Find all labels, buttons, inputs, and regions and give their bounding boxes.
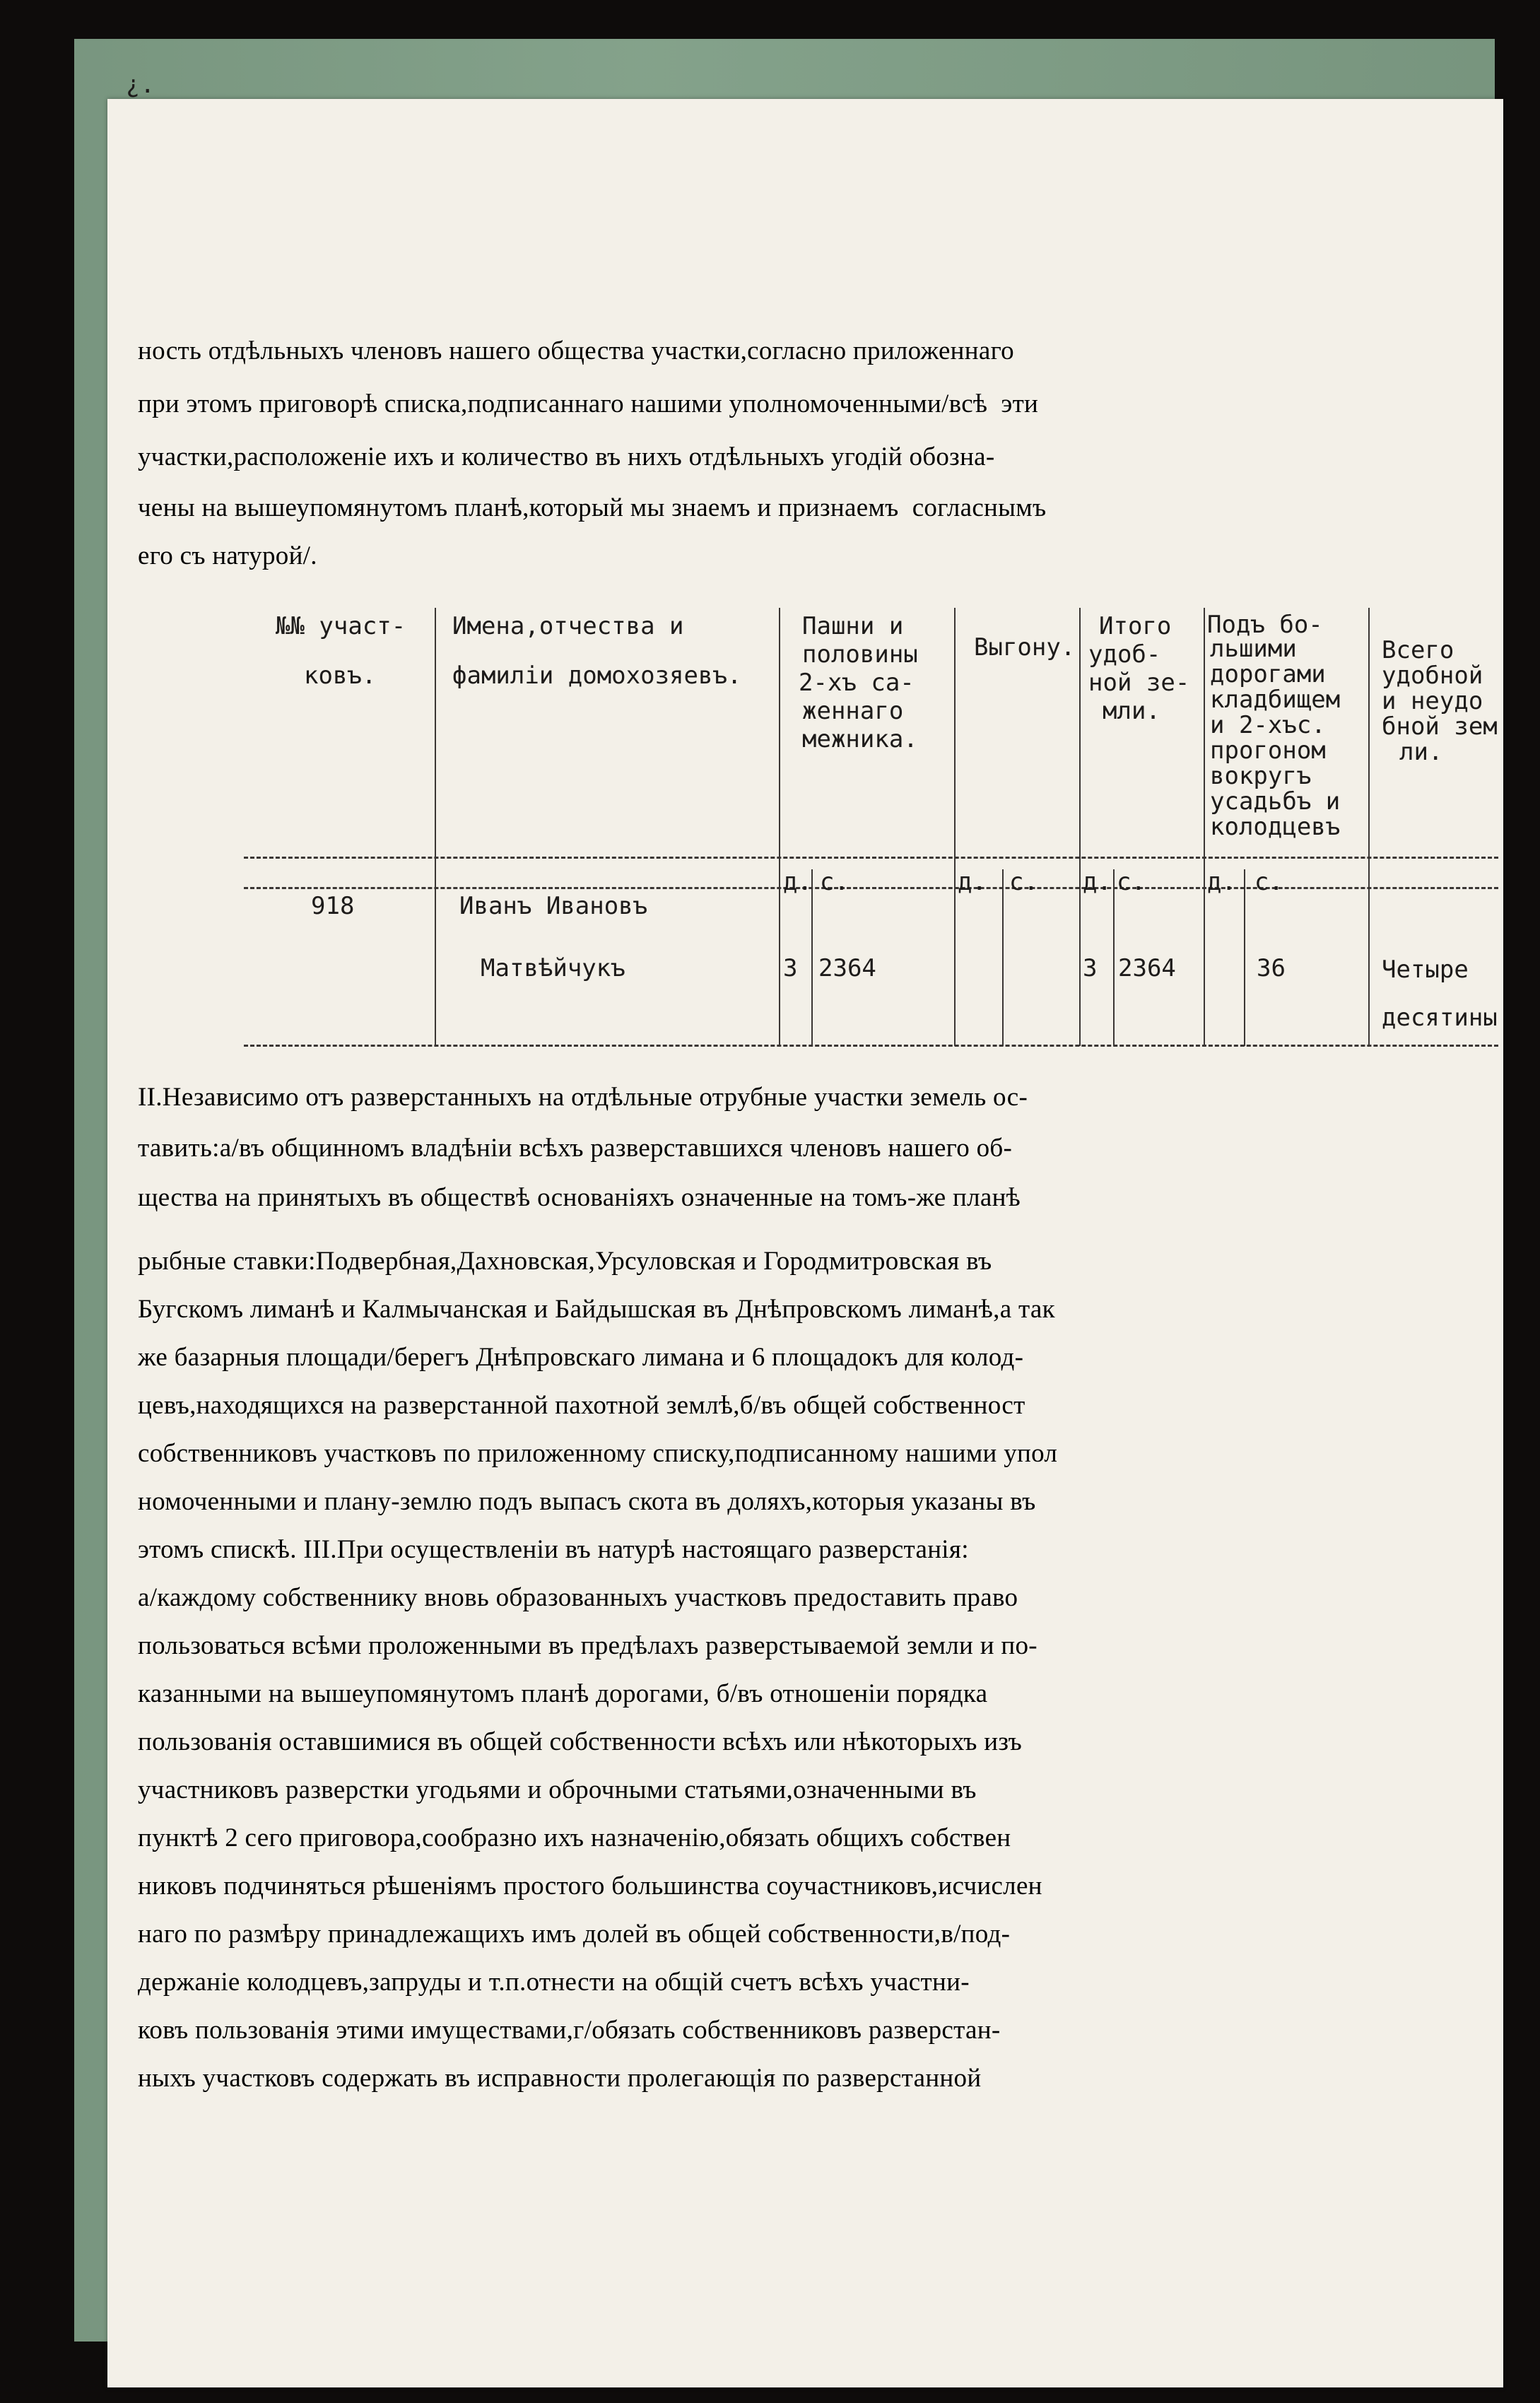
body-line: никовъ подчиняться рѣшеніямъ простого большинства соучастниковъ,исчислен — [138, 1872, 1042, 1900]
row-all-line1: Четыре — [1382, 956, 1469, 984]
column-divider — [1244, 869, 1245, 1046]
header-names-col-line1: Имена,отчества и — [452, 612, 684, 640]
row-roads-s: 36 — [1257, 954, 1286, 982]
body-line: ныхъ участковъ содержать въ исправности пролегающія по разверстанной — [138, 2064, 982, 2093]
unit-label: д. — [783, 868, 812, 896]
unit-label: д. — [1207, 868, 1236, 896]
body-line: пользованія оставшимися въ общей собственности всѣхъ или нѣкоторыхъ изъ — [138, 1727, 1023, 1756]
row-arable-s: 2364 — [818, 954, 876, 982]
header-roads-line8: усадьбъ и — [1210, 787, 1341, 816]
body-line: наго по размѣру принадлежащихъ имъ долей въ общей собственности,в/под- — [138, 1920, 1011, 1949]
intro-line: чены на вышеупомянутомъ планѣ,который мы знаемъ и признаемъ согласнымъ — [138, 493, 1047, 522]
body-line: пользоваться всѣми проложенными въ предѣлахъ разверстываемой земли и по- — [138, 1631, 1038, 1660]
header-all-line3: и неудо — [1382, 687, 1483, 715]
row-name-line2: Матвѣйчукъ — [481, 954, 625, 982]
row-all-line2: десятины — [1382, 1004, 1498, 1032]
body-line: собственниковъ участковъ по приложенному списку,подписанному нашими упол — [138, 1439, 1058, 1468]
column-divider — [954, 608, 956, 1046]
body-line: держаніе колодцевъ,запруды и т.п.отнести на общій счетъ всѣхъ участни- — [138, 1968, 970, 1997]
body-line: номоченными и плану-землю подъ выпасъ скота въ доляхъ,которыя указаны въ — [138, 1487, 1036, 1516]
body-line: казанными на вышеупомянутомъ планѣ дорогами, б/въ отношеніи порядка — [138, 1679, 988, 1708]
intro-line: ность отдѣльныхъ членовъ нашего общества участки,согласно приложеннаго — [138, 336, 1014, 365]
body-line: ковъ пользованія этими имуществами,г/обязать собственниковъ разверстан- — [138, 2016, 1001, 2045]
column-divider — [1204, 608, 1205, 1046]
header-arable-line1: Пашни и — [802, 612, 904, 640]
header-roads-line3: дорогами — [1210, 660, 1326, 688]
header-roads-line7: вокругъ — [1210, 762, 1312, 790]
header-all-line4: бной зем — [1382, 712, 1498, 741]
header-all-line5: ли. — [1399, 738, 1443, 766]
intro-line: при этомъ приговорѣ списка,подписаннаго нашими уполномоченными/всѣ эти — [138, 389, 1039, 418]
body-line: Бугскомъ лиманѣ и Калмычанская и Байдышская въ Днѣпровскомъ лиманѣ,а так — [138, 1295, 1055, 1324]
column-divider — [435, 608, 436, 1046]
header-arable-line3: 2-хъ са- — [799, 669, 915, 697]
body-line: тавить:а/въ общинномъ владѣніи всѣхъ разверставшихся членовъ нашего об- — [138, 1134, 1013, 1163]
row-arable-d: 3 — [783, 954, 798, 982]
unit-label: с. — [820, 868, 849, 896]
intro-line: его съ натурой/. — [138, 541, 317, 570]
column-divider — [1113, 869, 1115, 1046]
corner-mark: ¿. — [126, 71, 155, 99]
body-line: щества на принятыхъ въ обществѣ основаніяхъ означенные на томъ-же планѣ — [138, 1183, 1021, 1212]
unit-label: д. — [958, 868, 987, 896]
header-roads-line4: кладбищем — [1210, 686, 1341, 714]
header-total-line1: Итого — [1099, 612, 1172, 640]
header-roads-line6: прогоном — [1210, 736, 1326, 765]
header-total-line3: ной зе- — [1088, 669, 1190, 697]
header-total-line2: удоб- — [1088, 640, 1161, 669]
header-pasture: Выгону. — [974, 633, 1076, 662]
row-name-line1: Иванъ Ивановъ — [459, 892, 648, 920]
body-line: пунктѣ 2 сего приговора,сообразно ихъ назначенію,обязать общихъ собствен — [138, 1823, 1011, 1852]
body-line: этомъ спискѣ. III.При осуществленіи въ натурѣ настоящаго разверстанія: — [138, 1535, 969, 1564]
row-total-d: 3 — [1083, 954, 1098, 982]
unit-label: с. — [1254, 868, 1283, 896]
unit-label: д. — [1083, 868, 1112, 896]
header-rule — [244, 857, 1498, 859]
row-number: 918 — [311, 892, 355, 920]
body-line: рыбные ставки:Подвербная,Дахновская,Урсуловская и Городмитровская въ — [138, 1247, 992, 1276]
body-line: II.Независимо отъ разверстанныхъ на отдѣльные отрубные участки земель ос- — [138, 1083, 1028, 1112]
header-arable-line4: женнаго — [802, 697, 904, 725]
unit-label: с. — [1009, 868, 1038, 896]
column-divider — [1368, 608, 1370, 1046]
body-line: цевъ,находящихся на разверстанной пахотной землѣ,б/въ общей собственност — [138, 1391, 1025, 1420]
header-total-line4: мли. — [1103, 697, 1160, 725]
unit-rule — [244, 887, 1498, 889]
column-divider — [1002, 869, 1004, 1046]
header-number-col-line1: №№ участ- — [276, 612, 406, 640]
header-arable-line5: межника. — [802, 725, 918, 753]
header-roads-line9: колодцевъ — [1210, 813, 1341, 841]
header-roads-line5: и 2-хъс. — [1210, 711, 1326, 739]
column-divider — [779, 608, 780, 1046]
header-names-col-line2: фамиліи домохозяевъ. — [452, 662, 742, 690]
intro-line: участки,расположеніе ихъ и количество въ нихъ отдѣльныхъ угодій обозна- — [138, 442, 995, 471]
body-line: участниковъ разверстки угодьями и оброчными статьями,означенными въ — [138, 1775, 977, 1804]
header-number-col-line2: ковъ. — [304, 662, 377, 690]
header-all-line1: Всего — [1382, 636, 1454, 664]
header-all-line2: удобной — [1382, 662, 1483, 690]
header-roads-line1: Подъ бо- — [1207, 611, 1323, 639]
column-divider — [1079, 608, 1081, 1046]
table-bottom-rule — [244, 1045, 1498, 1047]
body-line: же базарныя площади/берегъ Днѣпровскаго лимана и 6 площадокъ для колод- — [138, 1343, 1024, 1372]
header-roads-line2: льшими — [1210, 635, 1297, 663]
body-line: а/каждому собственнику вновь образованныхъ участковъ предоставить право — [138, 1583, 1018, 1612]
row-total-s: 2364 — [1118, 954, 1176, 982]
unit-label: с. — [1117, 868, 1146, 896]
header-arable-line2: половины — [802, 640, 918, 669]
